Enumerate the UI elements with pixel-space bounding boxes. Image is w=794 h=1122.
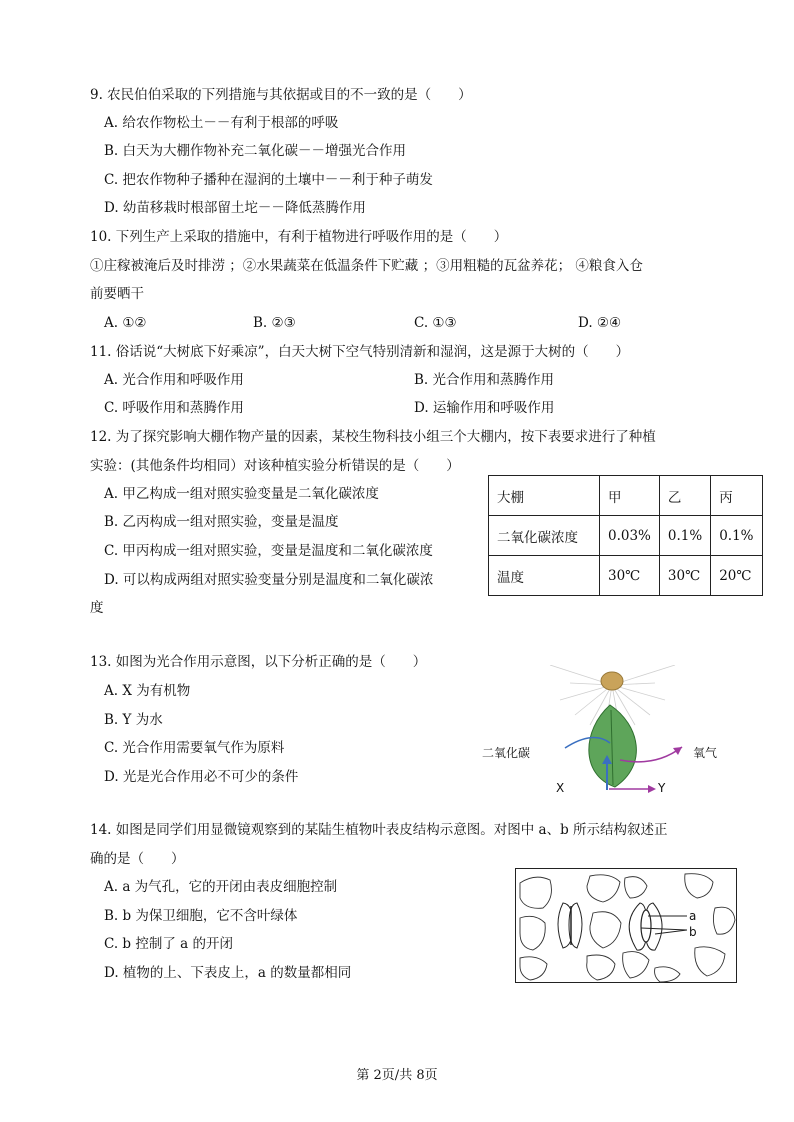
q10-items-line2: 前要晒干 [90,286,144,302]
table-cell: 温度 [489,556,600,596]
q10-option-b: B. ②③ [253,315,296,331]
q10-option-c: C. ①③ [414,315,457,331]
q11-option-d: D. 运输作用和呼吸作用 [414,400,555,416]
label-a: a [689,909,697,923]
q9-option-c: C. 把农作物种子播种在湿润的土壤中－－利于种子萌发 [104,172,433,188]
oxygen-label: 氧气 [693,746,718,760]
table-cell: 30℃ [600,556,660,596]
table-header-cell: 甲 [600,476,660,516]
co2-label: 二氧化碳 [482,746,531,760]
table-row [489,476,763,516]
sun-icon [601,672,623,690]
q11-stem: 11. 俗话说“大树底下好乘凉”，白天大树下空气特别清新和湿润，这是源于大树的（ ） [90,344,630,360]
table-cell: 0.1% [711,516,762,556]
q10-option-a: A. ①② [104,315,147,331]
q13-option-b: B. Y 为水 [104,712,163,728]
table-header-cell: 乙 [659,476,710,516]
epidermis-figure [515,868,737,983]
table-header-cell: 大棚 [489,476,600,516]
q11-option-c: C. 呼吸作用和蒸腾作用 [104,400,244,416]
q9-option-d: D. 幼苗移栽时根部留土坨－－降低蒸腾作用 [104,200,366,216]
q13-option-d: D. 光是光合作用必不可少的条件 [104,769,299,785]
q9-option-b: B. 白天为大棚作物补充二氧化碳－－增强光合作用 [104,143,407,159]
q14-option-b: B. b 为保卫细胞，它不含叶绿体 [104,908,298,924]
q10-option-d: D. ②④ [578,315,622,331]
q10-items-line1: ①庄稼被淹后及时排涝 ；②水果蔬菜在低温条件下贮藏 ；③用粗糙的瓦盆养花； ④粮食入仓 [90,258,643,274]
x-label: X [556,781,565,795]
q12-option-d: D. 可以构成两组对照实验变量分别是温度和二氧化碳浓 [104,572,434,588]
q12-table [488,475,763,596]
table-row [489,556,763,596]
table-row [489,516,763,556]
photosynthesis-figure [470,665,750,800]
table-cell: 20℃ [711,556,762,596]
y-label: Y [658,781,666,795]
q14-stem-line1: 14. 如图是同学们用显微镜观察到的某陆生植物叶表皮结构示意图。对图中 a、b 所示结构叙述正 [90,822,668,838]
q12-option-b: B. 乙丙构成一组对照实验，变量是温度 [104,514,339,530]
q9-stem: 9. 农民伯伯采取的下列措施与其依据或目的不一致的是（ ） [90,87,472,103]
label-b: b [689,925,697,939]
q14-option-c: C. b 控制了 a 的开闭 [104,936,233,952]
q10-stem: 10. 下列生产上采取的措施中，有利于植物进行呼吸作用的是（ ） [90,229,508,245]
q13-stem: 13. 如图为光合作用示意图，以下分析正确的是（ ） [90,654,427,670]
table-header-cell: 丙 [711,476,762,516]
q13-option-c: C. 光合作用需要氧气作为原料 [104,740,285,756]
table-cell: 0.1% [659,516,710,556]
page-footer: 第 2页/共 8页 [356,1068,438,1083]
q14-option-d: D. 植物的上、下表皮上，a 的数量都相同 [104,965,352,981]
q11-option-b: B. 光合作用和蒸腾作用 [414,372,555,388]
q12-stem-line2: 实验：(其他条件均相同）对该种植实验分析错误的是（ ） [90,458,460,474]
table-cell: 0.03% [600,516,660,556]
q14-option-a: A. a 为气孔，它的开闭由表皮细胞控制 [104,879,338,895]
table-cell: 30℃ [659,556,710,596]
q12-option-c: C. 甲丙构成一组对照实验，变量是温度和二氧化碳浓度 [104,543,433,559]
stoma-left-icon [558,903,582,948]
table-cell: 二氧化碳浓度 [489,516,600,556]
q12-option-a: A. 甲乙构成一组对照实验变量是二氧化碳浓度 [104,486,379,502]
q11-option-a: A. 光合作用和呼吸作用 [104,372,244,388]
q13-option-a: A. X 为有机物 [104,683,191,699]
q12-option-d-cont: 度 [90,600,104,616]
stoma-right-icon [629,903,662,950]
q9-option-a: A. 给农作物松土－－有利于根部的呼吸 [104,115,339,131]
q14-stem-line2: 确的是（ ） [90,851,185,867]
q12-stem-line1: 12. 为了探究影响大棚作物产量的因素，某校生物科技小组三个大棚内，按下表要求进行了种植 [90,429,656,445]
